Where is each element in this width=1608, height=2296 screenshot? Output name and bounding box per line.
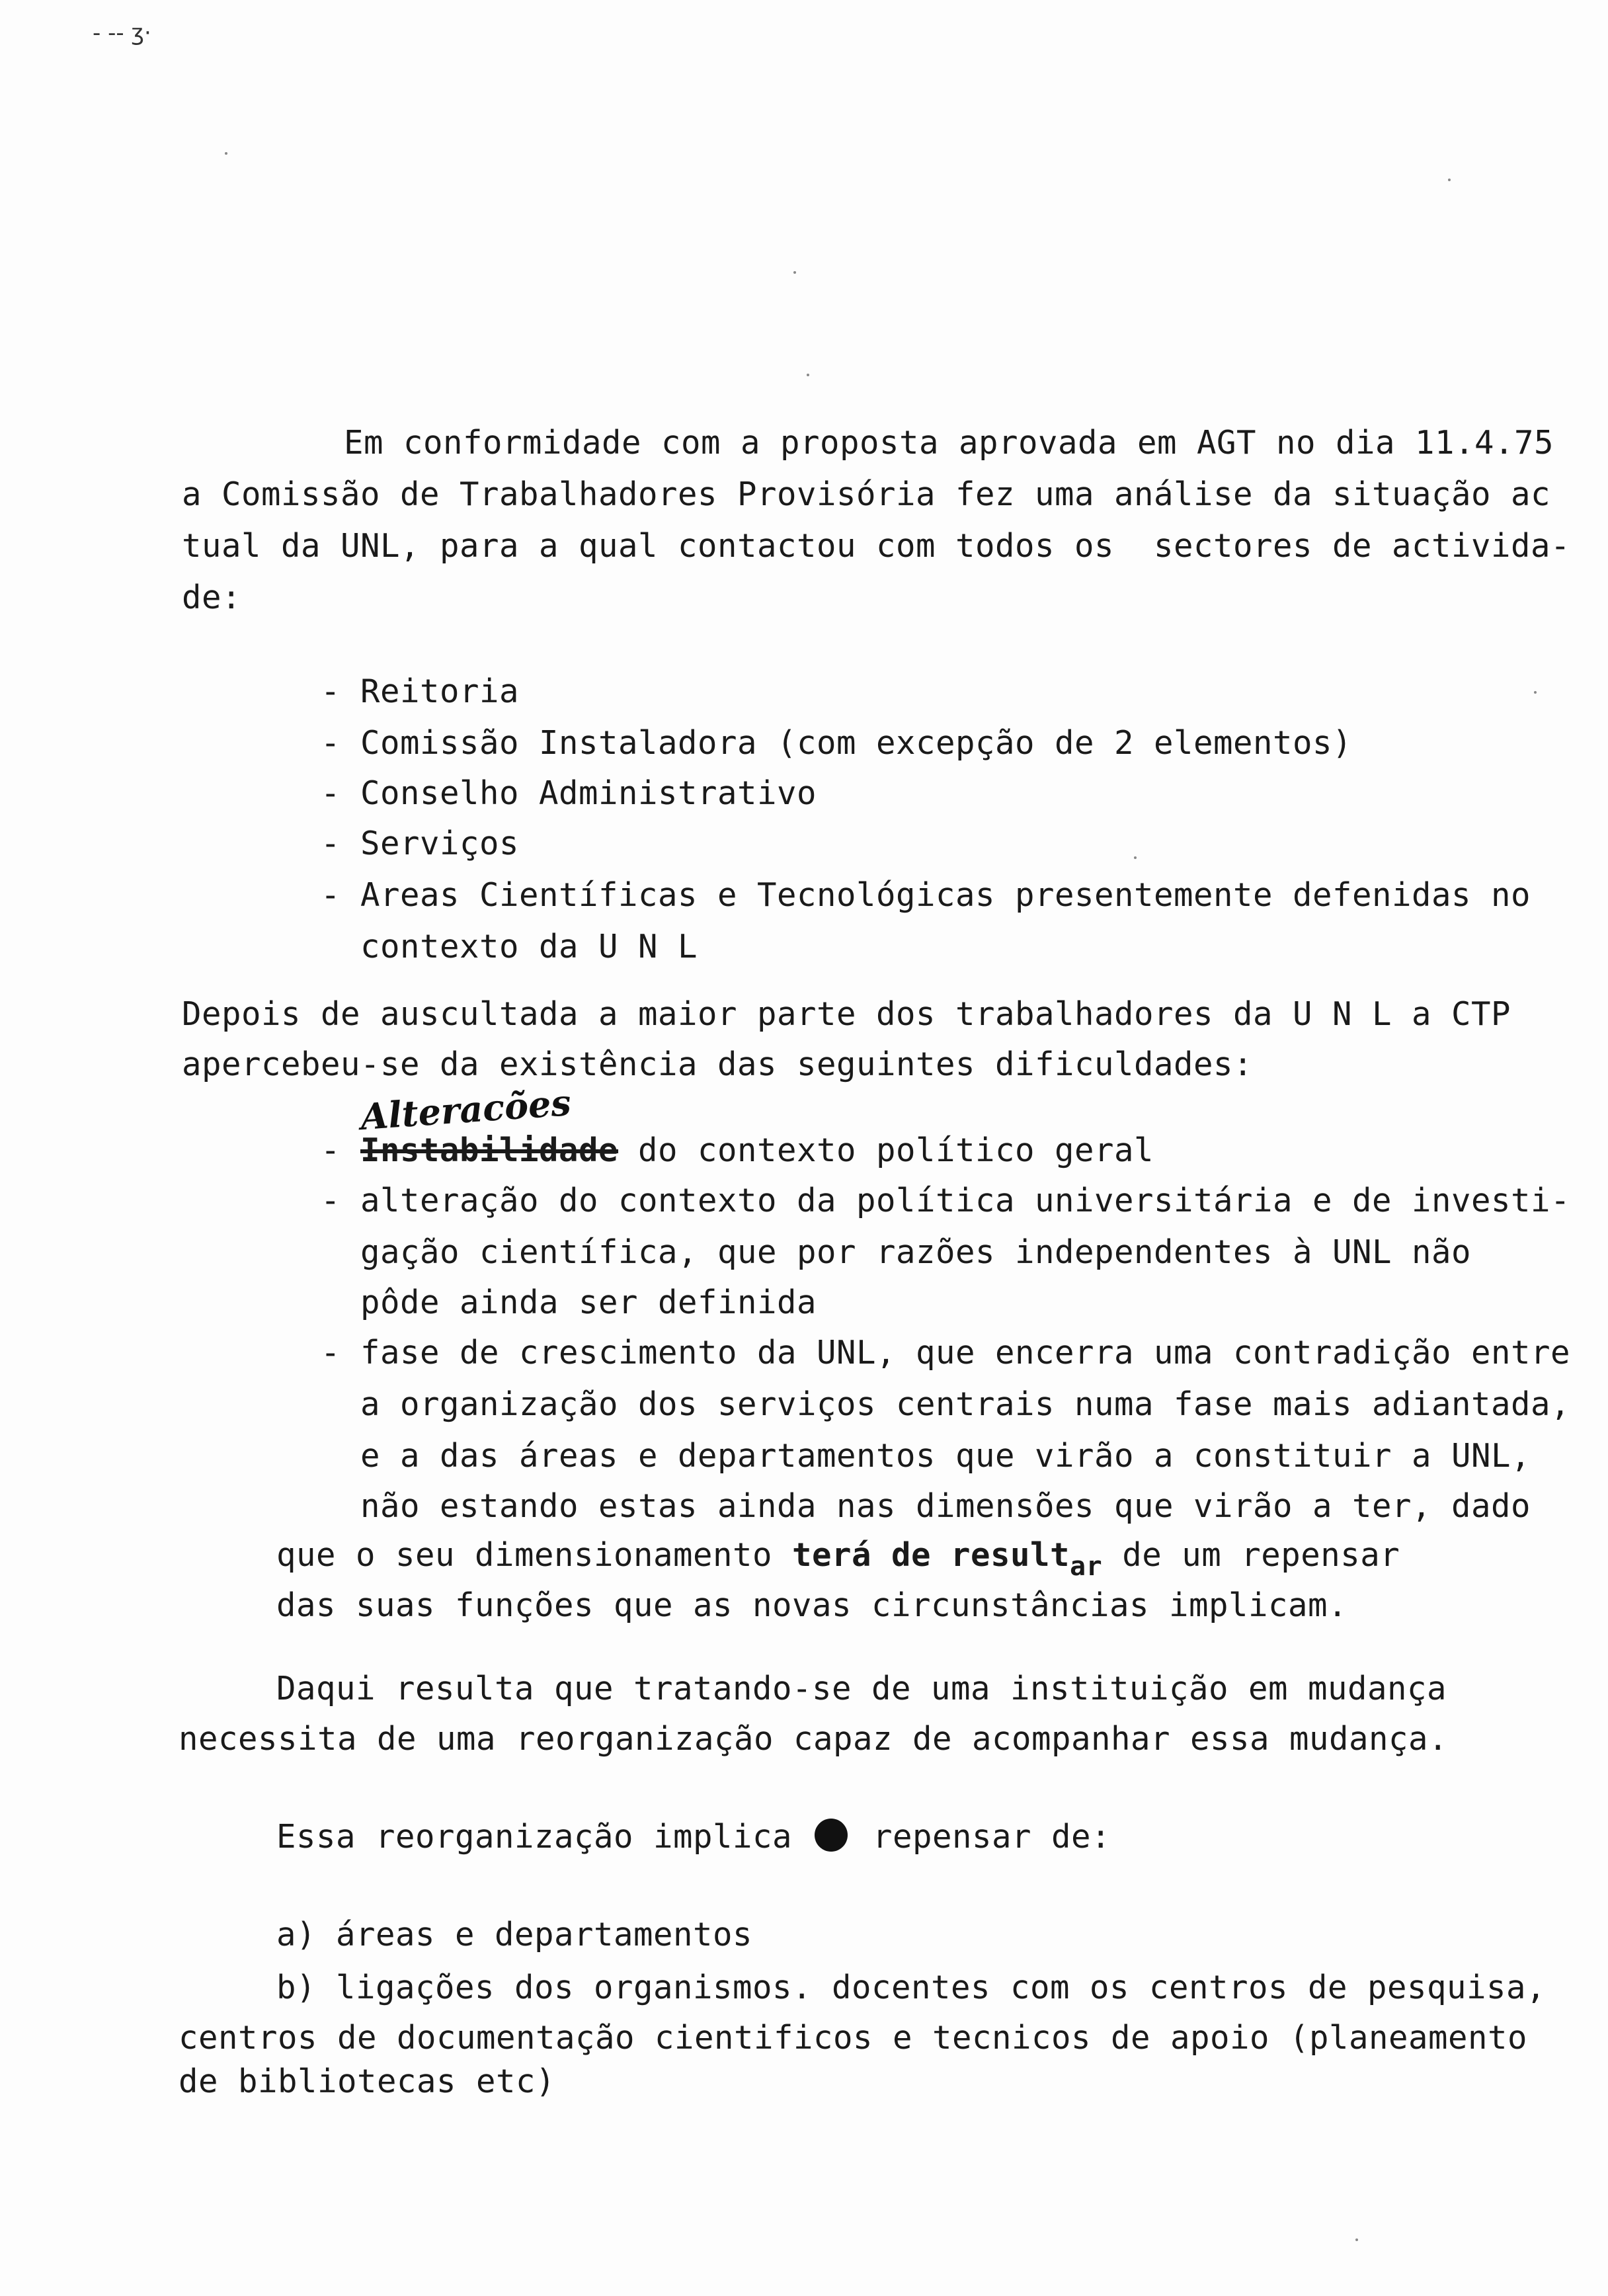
- reorg-item: b) ligações dos organismos. docentes com os centros de pesquisa,: [276, 1969, 1547, 2006]
- difficulty-item-3-line: e a das áreas e departamentos que virão a constituir a UNL,: [321, 1437, 1531, 1475]
- handwritten-correction: Alteracões: [359, 1081, 573, 1139]
- reorg-item: de bibliotecas etc): [179, 2063, 556, 2100]
- difficulty-item-2-line: - alteração do contexto da política universitária e de investi-: [321, 1182, 1571, 1219]
- sector-item: - Conselho Administrativo: [321, 774, 817, 812]
- difficulty-item-3-line: não estando estas ainda nas dimensões que virão a ter, dado: [321, 1487, 1531, 1525]
- intro-line-2: a Comissão de Trabalhadores Provisória fez uma análise da situação ac: [182, 475, 1551, 513]
- reorg-intro-a: Essa reorganização implica: [276, 1818, 793, 1856]
- reorg-intro: [276, 1817, 1111, 1857]
- scan-speck: [807, 374, 809, 376]
- scan-speck: [1134, 856, 1137, 859]
- intro-line-1: Em conformidade com a proposta aprovada em AGT no dia 11.4.75: [344, 424, 1554, 462]
- scan-speck: [1534, 691, 1537, 694]
- intro-line-3: tual da UNL, para a qual contactou com todos os sectores de activida-: [182, 527, 1571, 565]
- difficulty-item-3-line: - fase de crescimento da UNL, que encerra uma contradição entre: [321, 1334, 1571, 1372]
- difficulty-item-3-line: a organização dos serviços centrais numa fase mais adiantada,: [321, 1385, 1571, 1423]
- reorg-intro-b: repensar de:: [873, 1818, 1111, 1856]
- difficulty-item-2-line: pôde ainda ser definida: [321, 1284, 817, 1321]
- difficulty-item-3-line-5: [276, 1536, 1400, 1582]
- scan-speck: [793, 271, 796, 274]
- scan-speck: [1355, 2238, 1358, 2241]
- sector-item: - Comissão Instaladora (com excepção de 2 elementos): [321, 724, 1353, 762]
- difficulty-item-1-rest: do contexto político geral: [618, 1131, 1154, 1169]
- reorg-item: centros de documentação cientificos e tecnicos de apoio (planeamento: [179, 2019, 1528, 2057]
- struck-word: Instabilidade: [360, 1131, 619, 1169]
- after-line-1: Depois de auscultada a maior parte dos trabalhadores da U N L a CTP: [182, 995, 1511, 1033]
- dimension-text-a: que o seu dimensionamento: [276, 1536, 793, 1574]
- sector-item: contexto da U N L: [321, 928, 698, 965]
- result-line-1: Daqui resulta que tratando-se de uma instituição em mudança: [276, 1670, 1447, 1707]
- sector-item: - Reitoria: [321, 673, 520, 710]
- dimension-text-b: de um repensar: [1102, 1536, 1400, 1574]
- after-line-2: apercebeu-se da existência das seguintes dificuldades:: [182, 1046, 1254, 1083]
- dimension-text-sub: ar: [1070, 1551, 1103, 1582]
- sector-item: - Serviços: [321, 825, 520, 862]
- scan-speck: [225, 152, 227, 155]
- dimension-text-bold: terá de result: [792, 1536, 1070, 1574]
- reorg-item: a) áreas e departamentos: [276, 1916, 753, 1953]
- scan-speck: [1448, 179, 1451, 181]
- difficulty-item-1: - Instabilidade do contexto político geral: [321, 1131, 1154, 1169]
- result-line-2: necessita de uma reorganização capaz de acompanhar essa mudança.: [179, 1720, 1449, 1758]
- sector-item: - Areas Científicas e Tecnológicas presentemente defenidas no: [321, 876, 1531, 914]
- ink-blot-icon: [815, 1819, 848, 1852]
- difficulty-item-3-line-6: das suas funções que as novas circunstâncias implicam.: [276, 1586, 1348, 1624]
- corner-mark: - -- ʒ·: [93, 20, 151, 46]
- difficulty-item-2-line: gação científica, que por razões independentes à UNL não: [321, 1233, 1472, 1271]
- intro-line-4: de:: [182, 579, 242, 616]
